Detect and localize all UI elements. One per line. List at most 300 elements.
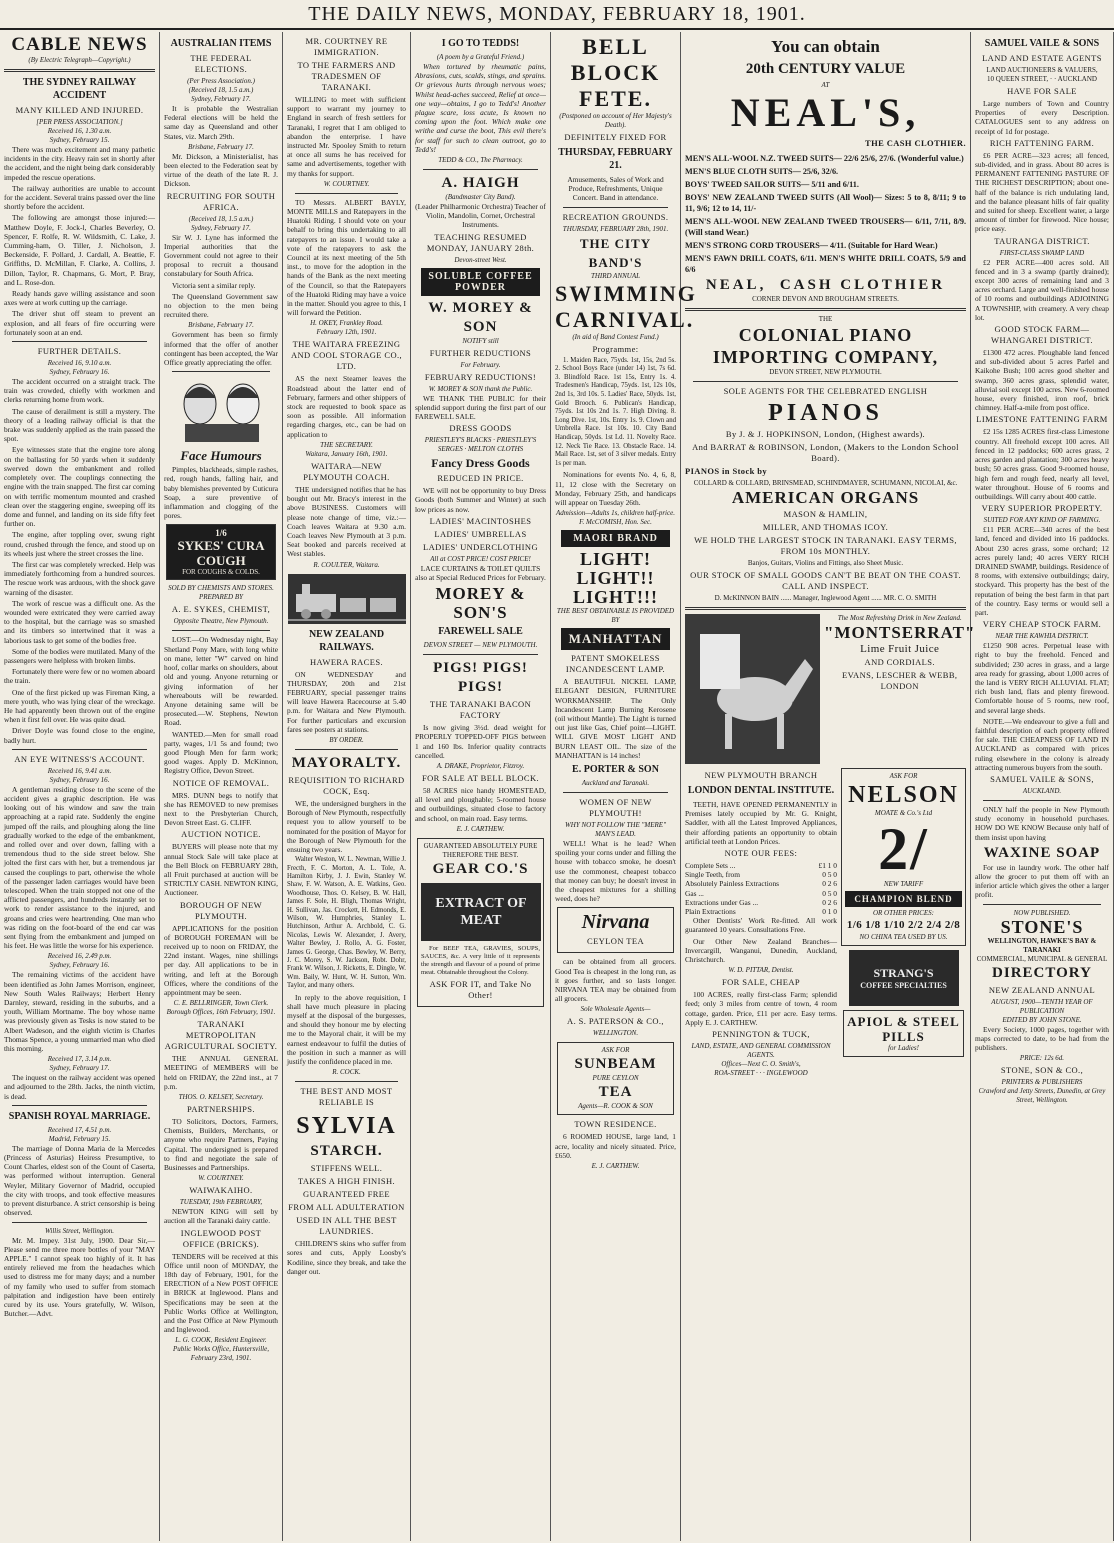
dateline: Sydney, February 17. bbox=[191, 223, 251, 232]
vaile-subtitle: LAND AND ESTATE AGENTS bbox=[982, 53, 1102, 63]
headline-removal: NOTICE OF REMOVAL. bbox=[172, 777, 270, 788]
bacon-signature: A. DRAKE, Proprietor, Fitzroy. bbox=[436, 762, 525, 771]
kawhia: NEAR THE KAWHIA DISTRICT. bbox=[995, 632, 1089, 641]
limestone-farm: LIMESTONE FATTENING FARM bbox=[976, 414, 1108, 425]
children-notice: CHILDREN'S skins who suffer from sores and cuts, Apply Loosby's Kodiline, since they break, and take the danger out. bbox=[287, 1239, 406, 1276]
subhead-eye-witness: AN EYE WITNESS'S ACCOUNT. bbox=[14, 753, 145, 764]
price: PRICE: 12s 6d. bbox=[1019, 1054, 1065, 1063]
bell-block-title: BELL BLOCK bbox=[570, 34, 661, 85]
sale-bell-block-signature: E. J. CARTHEW. bbox=[456, 824, 505, 833]
bell-date: THURSDAY, FEBRUARY 21. bbox=[558, 147, 673, 171]
article-paragraph: The first car was completely wrecked. Help was immediately forthcoming from a hundred sources. The rescue work was arduous, with the shock gave warning of the disaster. bbox=[4, 559, 155, 597]
fee-label: Extractions under Gas ... bbox=[685, 897, 759, 907]
ladies-umbrellas: LADIES' UMBRELLAS bbox=[434, 528, 527, 539]
neal-footer: NEAL, CASH CLOTHIER bbox=[705, 277, 946, 293]
teeth-paragraph: TEETH, HAVE OPENED PERMANENTLY in Premises lately occupied by Mr. G. Knight, Saddler, with all the Latest Improved Appliances, their affording patients an opportunity to obtain artificial teeth at London Prices. bbox=[685, 800, 837, 846]
evans-lescher: EVANS, LESCHER & WEBB, LONDON bbox=[842, 670, 958, 691]
mayoralty-names: Walter Weston, W. L. Newman, Willie J. Frecth, F. C. Morton, A. L. Tole, A. Hamilton Kirby, J. J. Ewin, Stanley W. Shaw, F. W. Watson, A. E. Watkins, Geo. Woodhouse, Thos. O. Kelsey, B. W. Hall, James F. Sole, H. Bligh, Thomas Wright, H. Sullivan, Jas. Crockett, H. Edmonds, E. Wilson, W. Humphries, Stanley L. Hutchinson, Arthur A. Archbold, C. G. Nicolas, Lewis W. Alexander, J. Avery, Walter Bewley, J. Rollo, A. G. Foster, James G. George, Chas. Bewley, W. Berry, J. C. Morey, S. W. Jackson, Robt. Dohr, Frank W. Wilson, J. Ricketts, E. Dingle, W. Wm. Baily, W. Hunt, W. H. Sutton, Wm. Taylor, and many others. bbox=[287, 856, 406, 990]
new-tariff: NEW TARIFF bbox=[883, 880, 924, 888]
divider bbox=[12, 341, 147, 342]
railway-train-illustration bbox=[288, 574, 406, 624]
ladies-macintoshes: LADIES' MACINTOSHES bbox=[429, 515, 532, 526]
to-farmers: TO THE FARMERS AND TRADESMEN OF TARANAKI. bbox=[297, 60, 396, 92]
fee-row bbox=[685, 870, 837, 879]
fee-amount: 0 5 0 bbox=[822, 888, 837, 898]
good-paragraph: £1300 472 acres. Ploughable land fenced and sub-divided about 5 acres Parlel and Kaikohe Bush; 100 acres good shelter and swamp, 360 acres grass, splendid water, alluvial soil except 100 acres. New 6-roomed house, every finished, iron roof, brick chimney. Half-a-mile from post office. bbox=[975, 348, 1110, 413]
kawhia-paragraph: £1250 908 acres. Perpetual lease with right to buy the freehold. Fenced and subdivided; 230 acres in grass, and a large area ready for grassing, about 1,000 acres of the land is VERY RICH ALLUVIAL FLAT; rich bush land, flats and plenty firewood. Comfortable house of 5 rooms, new roof, and several large sheds. bbox=[975, 641, 1109, 715]
vaile-auctioneers: LAND AUCTIONEERS & VALUERS, bbox=[986, 66, 1098, 74]
neal-item: MEN'S ALL-WOOL N.Z. TWEED SUITS— 22/6 25/6, 27/6. (Wonderful value.) bbox=[685, 154, 964, 163]
century-value: 20th CENTURY VALUE bbox=[745, 61, 906, 77]
admission: Admission—Adults 1s, children half-price. bbox=[556, 509, 675, 518]
stones-title: STONE'S bbox=[1000, 916, 1084, 937]
huatoki-signature: H. OKEY, Frankley Road. bbox=[310, 319, 383, 328]
divider bbox=[172, 371, 270, 372]
hopkinson: By J. & J. HOPKINSON, London, (Highest awards). bbox=[725, 429, 926, 439]
railway-notice: ON WEDNESDAY and THURSDAY, 20th and 21st FEBRUARY, special passenger trains will leave Hawera Racecourse at 5.40 p.m. for Waitara and New Plymouth. For further particulars and excursion fares see posters at stations. bbox=[287, 669, 406, 734]
dateline: Sydney, February 17. bbox=[191, 95, 251, 103]
light-1: LIGHT! bbox=[579, 549, 651, 570]
manager-line: D. McKINNON BAIN ...... Manager, Inglewood Agent ...... MR. C. O. SMITH bbox=[714, 594, 937, 602]
auction-notice: BUYERS will please note that my annual Stock Sale will take place at the Bell Block on FEBRUARY 28th, all Fruit purchased at auction will be STRICTLY CASH. NEWTON KING, Auctioneer. bbox=[164, 842, 278, 898]
sale-bell-block-notice: 58 ACRES nice handy HOMESTEAD, all level and ploughable; 5-roomed house and outbuildings, situated close to factory and school, on main road. Easy terms. bbox=[415, 786, 546, 823]
pigs-headline: PIGS! PIGS! PIGS! bbox=[433, 660, 528, 696]
poem-text: When tortured by rheumatic pains, Abrasions, cuts, scalds, stings, and sprains. Or grievous hurts through nervous woes; Whilst head-aches succeed, Relief at once—one way—obtains, I go to Tedd's! Another plague scare, loss acute, Is known no coming upon the foot. Which make one writhe and curse the boot, This evil there's for staff for such to clean outroot, go to Tedd's! bbox=[415, 62, 546, 154]
haigh-notice: (Leader Philharmonic Orchestra) Teacher of Violin, Mandolin, Cornet, Orchestral Instruments. bbox=[415, 202, 546, 230]
face-illustration bbox=[165, 376, 278, 446]
farewell-sale: FAREWELL SALE bbox=[438, 626, 523, 638]
sykes-sold: SOLD BY CHEMISTS AND STORES. bbox=[168, 584, 274, 593]
vaile-address: 10 QUEEN STREET, · · AUCKLAND bbox=[987, 75, 1097, 83]
sylvia-tagline: USED IN ALL THE BEST LAUNDRIES. bbox=[296, 1215, 397, 1237]
piano-makers: COLLARD & COLLARD, BRINSMEAD, SCHINDMAYER, SCHUMANN, NICOLAI, &c. bbox=[693, 479, 958, 487]
morey-notify: NOTIFY still bbox=[462, 336, 499, 345]
offices: Offices—Next C. O. Smith's, bbox=[721, 1060, 801, 1069]
pianos-title: PIANOS bbox=[768, 400, 883, 426]
pittar: W. D. PITTAR, Dentist. bbox=[728, 966, 794, 975]
neals-items bbox=[685, 153, 966, 275]
fee-row bbox=[685, 889, 837, 898]
fee-amount: £1 1 0 bbox=[818, 861, 837, 871]
roa-street: ROA-STREET · · · INGLEWOOD bbox=[714, 1069, 808, 1078]
sunbeam-advert bbox=[557, 1042, 674, 1115]
received-line: Received 17, 3.14 p.m. bbox=[47, 1055, 112, 1064]
divider bbox=[563, 792, 668, 793]
dateline: Brisbane, February 17. bbox=[188, 142, 254, 151]
nz-annual: NEW ZEALAND ANNUAL bbox=[988, 984, 1096, 995]
soluble-coffee-banner: SOLUBLE COFFEE POWDER bbox=[421, 268, 540, 296]
headline-spanish-marriage: SPANISH ROYAL MARRIAGE. bbox=[8, 1110, 151, 1122]
bell-block-fete: FETE. bbox=[579, 86, 652, 111]
strangs-brand: STRANG'S bbox=[873, 966, 934, 980]
dental-branches: Our Other New Zealand Branches—Invercargill, Wanganui, Dunedin, Auckland, Christchurch. bbox=[685, 936, 837, 965]
huatoki-date: February 12th, 1901. bbox=[316, 328, 377, 337]
waiwakaiho-date: TUESDAY, 19th FEBRUARY, bbox=[179, 1198, 263, 1207]
recreation-grounds: RECREATION GROUNDS. bbox=[562, 211, 669, 222]
town-residence-paragraph: 6 ROOMED HOUSE, large land, 1 acre, locality and nicely situated. Price, £650. bbox=[555, 1132, 676, 1160]
fancy-dress-goods: Fancy Dress Goods bbox=[431, 456, 530, 471]
patent-lamp: PATENT SMOKELESS INCANDESCENT LAMP. bbox=[565, 653, 666, 675]
devon-street: DEVON STREET — NEW PLYMOUTH. bbox=[423, 641, 538, 650]
maori-brand-banner: MAORI BRAND bbox=[561, 530, 670, 547]
headline-waitara-freezing: THE WAITARA FREEZING AND COOL STORAGE CO., LTD. bbox=[290, 339, 403, 372]
article-paragraph: Fortunately there were few or no women aboard the train. bbox=[4, 667, 155, 686]
dental-branch: NEW PLYMOUTH BRANCH bbox=[704, 770, 818, 780]
article-paragraph: The accident occurred on a straight track. The train was crowded, chiefly with workmen and clerks returning home from work. bbox=[4, 377, 155, 405]
borough-notice: APPLICATIONS for the position of BOROUGH FOREMAN will be received up to noon on FRIDAY, the 22nd instant. Wages, nine shillings per day. All applications to be in writing, and left at the Borough Offices, where the conditions of the appointment may be seen. bbox=[164, 923, 278, 997]
sylvia-tagline: STIFFENS WELL. bbox=[310, 1163, 383, 1174]
programme-heading: Programme: bbox=[592, 343, 639, 354]
column-australian-items bbox=[160, 32, 283, 1541]
fee-label: Single Teeth, from bbox=[685, 870, 740, 880]
face-humours-caption: Face Humours bbox=[180, 448, 262, 464]
article-paragraph: Mr. Dickson, a Ministerialist, has been elected to the Federation seat by virtue of the death of the late R. J. Dickson. bbox=[164, 151, 278, 189]
courtney-signature: W. COURTNEY. bbox=[323, 179, 370, 188]
divider bbox=[12, 749, 147, 750]
headline-coach: WAITARA—NEW PLYMOUTH COACH. bbox=[303, 460, 390, 482]
nirvana-brand: Nirvana bbox=[581, 911, 650, 934]
price-list: 1/6 1/8 1/10 2/2 2/4 2/8 bbox=[846, 919, 961, 931]
good-stock-farm: GOOD STOCK FARM—WHANGAREI DISTRICT. bbox=[991, 324, 1093, 346]
fee-row bbox=[685, 907, 837, 916]
sunbeam-ask: ASK FOR bbox=[601, 1046, 630, 1055]
divider bbox=[685, 607, 966, 610]
removal-notice: MRS. DUNN begs to notify that she has REMOVED to new premises next to the Presbyterian Church, Devon Street East. G. CLIFF. bbox=[164, 790, 278, 828]
pianos-in-stock: PIANOS in Stock by bbox=[685, 466, 768, 476]
gear-extract-text: EXTRACT OF MEAT bbox=[435, 895, 527, 928]
dateline: Madrid, February 15. bbox=[48, 1134, 111, 1143]
directory: DIRECTORY bbox=[992, 964, 1092, 981]
neal-item: MEN'S ALL-WOOL NEW ZEALAND TWEED TROUSERS— 6/11, 7/11, 8/9. (Will stand Wear.) bbox=[685, 217, 966, 237]
women-sub: WHY NOT FOLLOW THE "MERE" MAN'S LEAD. bbox=[564, 820, 667, 838]
commercial: COMMERCIAL, MUNICIPAL & GENERAL bbox=[976, 954, 1108, 963]
headline-mayoralty: MAYORALTY. bbox=[291, 754, 402, 771]
article-paragraph: There was much excitement and many pathetic incidents in the city. Heavy rain set in shortly after the accident, and the night being dark considerably impeded the rescue operations. bbox=[4, 145, 155, 182]
sykes-prepared: PREPARED BY bbox=[198, 593, 243, 602]
nelson-price: 2/ bbox=[878, 816, 929, 882]
fee-amount: 0 5 0 bbox=[822, 870, 837, 880]
note-fees: NOTE OUR FEES: bbox=[724, 848, 798, 859]
porter-address: Auckland and Taranaki. bbox=[581, 778, 650, 787]
article-paragraph: Sir W. J. Lyne has informed the Imperial authorities that the Government could not agree to their proposal to recruit a thousand constabulary for South Africa. bbox=[164, 232, 278, 279]
waitara-date: Waitara, January 16th, 1901. bbox=[305, 449, 388, 458]
column-samuel-vaile bbox=[971, 32, 1114, 1541]
waitara-notice: AS the next Steamer leaves the Roadstead about the latter end of February, farmers and other shippers of stock are requested to book space as soon as possible. All information regarding charges, etc., can be had on application to bbox=[287, 374, 406, 439]
divider bbox=[295, 193, 398, 194]
sykes-name: A. E. SYKES, CHEMIST, bbox=[171, 604, 271, 615]
fee-row bbox=[685, 861, 837, 870]
sylvia-tagline: TAKES A HIGH FINISH. bbox=[297, 1176, 396, 1187]
apiol-brand: APIOL & STEEL PILLS bbox=[847, 1014, 960, 1044]
gear-ask: ASK FOR IT, and Take No Other! bbox=[429, 978, 532, 1000]
apiol-advert bbox=[843, 1010, 964, 1057]
bell-postponed: (Postponed on account of Her Majesty's Death). bbox=[559, 112, 672, 129]
cable-news-title: CABLE NEWS bbox=[11, 34, 148, 55]
headline-i-go-to-tedds: I GO TO TEDDS! bbox=[441, 38, 520, 49]
haigh-teaching: TEACHING RESUMED MONDAY, JANUARY 28th. bbox=[426, 231, 535, 253]
article-paragraph: The remaining victims of the accident have been identified as John James Morrison, engineer, New South Wales Railways; Herbert Henry Darnley, steward, residing in the suburbs, and a youth, William Mortname. The boy whose name was previously given as Tesks is now stated to be Albert Wadeson, and the eighth victim is Charles Thomas Spence, a young unmarried man who died this morning. bbox=[4, 970, 155, 1054]
have-paragraph: Large numbers of Town and Country Properties of every Description. CATALOGUES sent to any address on receipt of 1d for postage. bbox=[975, 99, 1109, 136]
fancy-reduced: REDUCED IN PRICE. bbox=[437, 473, 524, 484]
fee-label: Absolutely Painless Extractions bbox=[685, 879, 780, 889]
grey-street: Crawford and Jetty Streets, Dunedin, at Grey Street, Wellington. bbox=[978, 1087, 1106, 1105]
wanted-notice: WANTED.—Men for small road party, wages, 1/1 5s and found; two good Plough Men for farm work; good wages. Apply D. McKinnon, Registry Office, Devon Street. bbox=[164, 729, 278, 776]
partnership-signature: W. COURTNEY. bbox=[198, 1174, 244, 1183]
article-paragraph: The cause of derailment is still a mystery. The theory of a leading railway official is that the brake was suddenly applied as the train passed the spot. bbox=[4, 406, 155, 444]
waitara-signature: THE SECRETARY. bbox=[320, 440, 373, 449]
nelson-ask: ASK FOR bbox=[889, 772, 918, 780]
inglewood-date: Public Works Office, Huntersville, February 23rd, 1901. bbox=[173, 1345, 269, 1363]
very-paragraph: £11 PER ACRE—340 acres of the best land, fenced and divided into 16 paddocks. About 230 acres grass, some orchard; 12 acres purely land; 40 acres VERY RICH DRAINED SWAMP, buildings. Residence of 8 rooms, with extensive outbuildings; dairy, stockyard. This property has the best of the reputation of being the best farm in that part of the country. Easy terms or would sell a part. bbox=[975, 525, 1109, 617]
cordials: AND CORDIALS. bbox=[864, 657, 935, 667]
city-band: THE CITY BAND'S bbox=[579, 235, 652, 270]
divider bbox=[423, 169, 538, 170]
article-paragraph: The work of rescue was a difficult one. As the wounded were extricated they were carried away to the hospital, but the carriage was so smashed and its timbers so intertwined that it was a laborious task to get some of the bodies free. bbox=[4, 598, 155, 645]
article-paragraph: The inquest on the railway accident was opened and adjourned to the 28th. Jacks, the ninth victim, is dead. bbox=[4, 1073, 155, 1101]
advert-paragraph: Mr. M. Impey. 31st July, 1900. Dear Sir,—Please send me three more bottles of your "MAY APPLE." I cannot speak too highly of it. It has entirely relieved me from the headaches which used to distress me for many days; and a number of my family who used to suffer from stomach palpitation and indigestion have been entirely cured by its use. Yours gratefully, W. Wilson, Butcher.—Advt. bbox=[4, 1235, 155, 1319]
sykes-brand: SYKES' CURA COUGH bbox=[177, 538, 265, 569]
colonial-piano: COLONIAL PIANO IMPORTING COMPANY, bbox=[712, 325, 939, 367]
sylvia-tagline: FROM ALL ADULTERATION bbox=[288, 1202, 405, 1213]
sunbeam-agents: Agents—R. COOK & SON bbox=[578, 1102, 653, 1111]
article-paragraph: Eye witnesses state that the engine tore along on the ballasting for 50 yards when it suddenly swerved down the embankment and rolled completely over. The couplings connecting the engine with the train snapped. The first car coming on with terrific momentum mounted and crashed clean over the staggering engine, sweeping off its dome and funnel, and landing on its side fifty feet further on. bbox=[4, 445, 155, 529]
column-neals-piano bbox=[681, 32, 976, 1541]
nelson-advert bbox=[841, 768, 966, 946]
lace-curtains: LACE CURTAINS & TOILET QUILTS also at Special Reduced Prices for February. bbox=[415, 563, 546, 583]
swimming-subtitle: (In aid of Band Contest Fund.) bbox=[572, 332, 659, 341]
horse-icon bbox=[685, 614, 820, 764]
bell-notice: Amusements, Sales of Work and Produce, Refreshments, Unique Concert. Band in attendance. bbox=[567, 175, 664, 203]
divider bbox=[295, 1081, 398, 1082]
light-3: LIGHT!!! bbox=[572, 587, 658, 608]
cash-clothier: THE CASH CLOTHIER. bbox=[865, 138, 966, 148]
fee-amount: 0 2 6 bbox=[822, 879, 837, 889]
divider bbox=[983, 904, 1101, 905]
sunbeam-pure: PURE CEYLON bbox=[592, 1074, 639, 1083]
subhead-killed-injured: MANY KILLED AND INJURED. bbox=[15, 105, 144, 115]
haigh-address: Devon-street West. bbox=[454, 255, 507, 264]
article-paragraph: Ready hands gave willing assistance and soon axes were at work cutting up the carriage. bbox=[4, 289, 155, 308]
subhead-federal-elections: THE FEDERAL ELECTIONS. bbox=[190, 53, 252, 74]
largest-stock: WE HOLD THE LARGEST STOCK IN TARANAKI. EASY TERMS, FROM 10s MONTHLY. bbox=[694, 535, 957, 556]
sylvia-tagline: GUARANTEED FREE bbox=[303, 1189, 390, 1200]
moate: MOATE & Co.'s Ltd bbox=[874, 809, 933, 817]
american-organs: AMERICAN ORGANS bbox=[731, 488, 920, 507]
subhead-requisition: REQUISITION TO RICHARD COCK, Esq. bbox=[288, 774, 405, 796]
dateline: Sydney, February 16. bbox=[49, 961, 110, 970]
mayoralty-reply: In reply to the above requisition, I shall have much pleasure in placing myself at the disposal of the burgesses, and should they honour me by electing me to the Mayoral chair, it will be my earnest endeavour to fulfil the duties of the position in such a manner as will justify the confidence placed in me. bbox=[287, 992, 406, 1067]
divider bbox=[12, 1105, 147, 1106]
masthead: THE DAILY NEWS, MONDAY, FEBRUARY 18, 1901. bbox=[0, 0, 1114, 30]
inglewood-signature: L. G. COOK, Resident Engineer. bbox=[175, 1336, 267, 1345]
pennington: PENNINGTON & TUCK, bbox=[712, 1029, 810, 1040]
received-line: (Received 18, 1.5 a.m.) bbox=[188, 214, 254, 223]
gear-name: GEAR CO.'S bbox=[432, 860, 529, 877]
banjos: Banjos, Guitars, Violins and Fittings, also Sheet Music. bbox=[747, 559, 904, 567]
paterson-name: A. S. PATERSON & CO., bbox=[567, 1016, 664, 1027]
nominations: Nominations for events No. 4, 6, 8, 11, 12 close with the Secretary on Monday, February 25th, and handicaps will appear on Tuesday 26th. bbox=[555, 470, 676, 507]
partnership-notice: TO Solicitors, Doctors, Farmers, Chemists, Builders, Merchants, or anyone who require Partners, Paying Capital. The undersigned is prepared to find and negotiate the sale of Businesses and Partnerships. bbox=[164, 1117, 278, 1173]
the: THE bbox=[818, 315, 833, 323]
received-line: Received 16, 9.10 a.m. bbox=[47, 359, 112, 368]
press-association: (Per Press Association.) bbox=[187, 77, 255, 85]
inglewood-notice: TENDERS will be received at this Office until noon of MONDAY, the 18th day of February, 1901, for the ERECTION of a New POST OFFICE in BRICK at Inglewood. Plans and Specifications may be seen at the Public Works Office at Wellington, and the Post Office at New Plymouth and Inglewood. bbox=[164, 1251, 278, 1335]
column-tedds-morey bbox=[411, 32, 551, 1541]
best-obtainable: THE BEST OBTAINABLE IS PROVIDED BY bbox=[556, 607, 675, 625]
sale-bell-block: FOR SALE AT BELL BLOCK. bbox=[421, 773, 540, 784]
lamp-paragraph: A BEAUTIFUL NICKEL LAMP, ELEGANT DESIGN, FURNITURE WORKMANSHIP. The Only Incandescent Lamp Burning Kerosene (oil without Mantle). The Light is turned out just like Gas, Chief point—LIGHT. WILL GIVE MOST LIGHT AND BURN LEAST OIL. The size of the MANHATTAN is 14 inches! bbox=[555, 677, 676, 760]
no-china: NO CHINA TEA USED BY US. bbox=[859, 933, 948, 941]
printers: PRINTERS & PUBLISHERS bbox=[1001, 1078, 1083, 1087]
press-association: [PER PRESS ASSOCIATION.] bbox=[36, 118, 123, 126]
suited: SUITED FOR ANY KIND OF FARMING. bbox=[983, 516, 1101, 525]
subhead-further-details: FURTHER DETAILS. bbox=[37, 346, 122, 357]
mayoralty-requisition: WE, the undersigned burghers in the Borough of New Plymouth, respectfully request you to allow yourself to be nominated for the position of Mayor for the Borough of New Plymouth for the ensuing two years. bbox=[287, 798, 406, 854]
taranaki-signature: THOS. O. KELSEY, Secretary. bbox=[178, 1093, 264, 1101]
divider bbox=[12, 1222, 147, 1223]
land-agents: LAND, ESTATE, AND GENERAL COMMISSION AGENTS. bbox=[691, 1042, 831, 1060]
received-line: (Received 18, 1.5 a.m.) bbox=[188, 86, 254, 94]
town-residence: TOWN RESIDENCE. bbox=[574, 1119, 657, 1130]
mayoralty-signature: R. COCK. bbox=[332, 1068, 361, 1077]
morey-further: FURTHER REDUCTIONS bbox=[429, 347, 532, 358]
very-cheap: VERY CHEAP STOCK FARM. bbox=[982, 619, 1102, 630]
manhattan-banner: MANHATTAN bbox=[561, 628, 670, 650]
divider bbox=[685, 308, 966, 311]
sylvia-intro: THE BEST AND MOST RELIABLE IS bbox=[300, 1086, 393, 1108]
poem-byline: (A poem by a Grateful Friend.) bbox=[436, 53, 525, 61]
fee-table bbox=[685, 861, 837, 916]
you-can-obtain: You can obtain bbox=[771, 37, 880, 56]
morey-thanks: W. MOREY & SON thank the Public. bbox=[428, 384, 533, 393]
cable-byline: (By Electric Telegraph—Copyright.) bbox=[28, 56, 131, 64]
received-line: Received 16, 2.49 p.m. bbox=[47, 952, 112, 961]
carnival-title: CARNIVAL. bbox=[555, 306, 695, 332]
borough-date: Borough Offices, 16th February, 1901. bbox=[166, 1008, 276, 1017]
montserrat-brand: "MONTSERRAT" bbox=[824, 623, 976, 642]
stone-son: STONE, SON & CO., bbox=[1000, 1065, 1084, 1076]
haigh-name: A. HAIGH bbox=[441, 175, 520, 192]
morey-name: W. MOREY & SON bbox=[428, 299, 533, 335]
swimming-title: SWIMMING bbox=[555, 280, 697, 306]
gear-paragraph: For BEEF TEA, GRAVIES, SOUPS, SAUCES, &c. A very little of it represents the strength and flavour of a pound of prime meat. Obtainable throughout the Colony. bbox=[421, 944, 540, 976]
headline-railway-accident: THE SYDNEY RAILWAY ACCIDENT bbox=[22, 77, 137, 101]
sale-cheap: FOR SALE, CHEAP bbox=[721, 977, 801, 988]
morey-list: PRIESTLEY'S BLACKS · PRIESTLEY'S SERGES · MELTON CLOTHS bbox=[424, 436, 537, 454]
article-paragraph: The marriage of Donna Maria de la Mercedes (Princess of Asturias) Heiress Presumptive, to Count Charles, eldest son of the Count of Caserta, was performed without interruption. General Weyler, Military Governor of Madrid, occupied the city with troops, and took effective measures to prevent disturbance. A strict censorship is being observed. bbox=[4, 1143, 155, 1218]
divider bbox=[172, 630, 270, 631]
neal-item: MEN'S BLUE CLOTH SUITS— 25/6, 32/6. bbox=[685, 167, 839, 176]
sole-agents: SOLE AGENTS FOR THE CELEBRATED ENGLISH bbox=[723, 386, 928, 396]
received-line: Received 16, 9.41 a.m. bbox=[47, 766, 112, 775]
neals-brand: NEAL'S, bbox=[730, 90, 921, 135]
column-cable-news bbox=[0, 32, 160, 1541]
advert-paragraph: Pimples, blackheads, simple rashes, red, rough hands, falling hair, and baby blemishes prevented by Cuticura Soap, a sure preventive of inflammation and clogging of the pores. bbox=[164, 465, 278, 521]
waxine-intro: ONLY half the people in New Plymouth study economy in household purchases. HOW DO WE KNOW Because only half of them insist upon having bbox=[975, 804, 1109, 842]
dateline: Sydney, February 16. bbox=[49, 368, 110, 377]
fee-amount: 0 2 6 bbox=[822, 897, 837, 907]
divider bbox=[563, 207, 668, 208]
courtney-notice: WILLING to meet with sufficient support to warrant my journey to England in search of fresh settlers for Taranaki, I regret that I am obliged to abandon the enterprise. I have instructed Mr. Spooley Smith to return at once all sums he has received for same and advertisements, together with my thanks for support. bbox=[287, 95, 406, 178]
dental-institute: LONDON DENTAL INSTITUTE. bbox=[687, 785, 835, 796]
article-paragraph: Government has been so firmly informed that the offer of another contingent has been accepted, the War Office greatly appreciating the offer. bbox=[164, 330, 278, 368]
bell-definitely: DEFINITELY FIXED FOR bbox=[564, 132, 667, 142]
article-paragraph: Victoria sent a similar reply. bbox=[172, 280, 256, 290]
sunbeam-tea: TEA bbox=[598, 1084, 633, 1101]
dateline: Sydney, February 15. bbox=[49, 136, 110, 144]
fee-label: Plain Extractions bbox=[685, 907, 736, 917]
gear-extract-banner bbox=[421, 883, 541, 941]
divider bbox=[4, 69, 155, 72]
haigh-bandmaster: (Bandmaster City Band). bbox=[445, 193, 516, 202]
neal-item: BOYS' TWEED SAILOR SUITS— 5/11 and 6/11. bbox=[685, 180, 859, 189]
lime-juice: Lime Fruit Juice bbox=[860, 643, 940, 655]
porter-name: E. PORTER & SON bbox=[572, 763, 659, 775]
headline-waiwakaiho: WAIWAKAIHO. bbox=[189, 1185, 253, 1196]
waxine-soap: WAXINE SOAP bbox=[983, 844, 1101, 861]
divider bbox=[693, 381, 958, 382]
morey-sons-big: MOREY & SON'S bbox=[435, 584, 526, 623]
town-signature: E. J. CARTHEW. bbox=[591, 1162, 640, 1171]
recreation-date: THURSDAY, FEBRUARY 28th, 1901. bbox=[562, 224, 669, 233]
divider bbox=[983, 800, 1101, 801]
apiol-for: for Ladies! bbox=[888, 1044, 919, 1052]
received-line: Received 17, 4.51 p.m. bbox=[47, 1125, 112, 1134]
article-paragraph: The railway authorities are unable to account for the accident. Several trains passed over the line shortly before the accident. bbox=[4, 183, 155, 212]
headline-inglewood-post-office: INGLEWOOD POST OFFICE (BRICKS). bbox=[180, 1227, 262, 1249]
neal-item: BOYS' NEW ZEALAND TWEED SUITS (All Wool)— Sizes: 5 to 8, 8/11; 9 to 11, 9/6; 12 to 14, 11/- bbox=[685, 193, 966, 213]
sale-cheap-paragraph: 100 ACRES, really first-class Farm; splendid feed; only 3 miles from centre of town, 4 room cottage, garden. Price, £11 per acre. Easy terms. Apply E. J. CARTHEW. bbox=[685, 990, 837, 1027]
tedd-signature: TEDD & CO., The Pharmacy. bbox=[438, 156, 523, 165]
fee-label: Gas ... bbox=[685, 888, 704, 898]
august: AUGUST, 1900—TENTH YEAR OF PUBLICATION bbox=[991, 997, 1093, 1015]
bacon-notice: Is now giving 3½d. dead weight for PROPERLY TOPPED-OFF PIGS between 1 and 160 lbs. Inferior quality contracts cancelled. bbox=[415, 723, 546, 760]
column-courtney-mayoralty bbox=[283, 32, 411, 1541]
other-prices: OR OTHER PRICES: bbox=[872, 909, 935, 917]
sykes-tag: FOR COUGHS & COLDS. bbox=[182, 568, 260, 577]
divider bbox=[295, 749, 398, 750]
very-superior: VERY SUPERIOR PROPERTY. bbox=[981, 503, 1103, 514]
vaile-city: AUCKLAND. bbox=[1022, 786, 1062, 795]
gear-extract-advert bbox=[417, 838, 544, 1007]
edited: EDITED BY JOHN STONE. bbox=[1002, 1015, 1082, 1024]
have-for-sale: HAVE FOR SALE bbox=[1007, 86, 1077, 96]
champion-blend: CHAMPION BLEND bbox=[845, 891, 962, 907]
gear-guaranteed: GUARANTEED ABSOLUTELY PURE THEREFORE THE BEST. bbox=[423, 841, 538, 859]
article-paragraph: The following are amongst those injured:—Matthew Doyle, F. Jock-l, Charles Beverley, O. Spencer, F. Rolfe, R. W. Wildsmith, C. Lake, J. Cumming-ham, O. Tiller, J. Nicholson, J. Beckenside, F. Pollard, J. Cardall, A. Beattie, F. Griffiths, D. McMillan, F. Clarke, A. Collins, J. Dillon, Taylor, R. Chapmans, G. Mort, P. Bray, and L. Rose-don. bbox=[4, 213, 155, 287]
every-paragraph: Every Society, 1000 pages, together with maps corrected to date, to be had from the publishers. bbox=[975, 1024, 1109, 1053]
cost-price: All at COST PRICE! COST PRICE! bbox=[430, 554, 531, 563]
huatoki-notice: TO Messrs. ALBERT BAYLY, MONTE MILLS and Ratepayers in the Huatoki Riding. I should vote on your behalf to bring this undertaking to all ratepayers to an issue. I would take a vote of the ratepayers to ask the Council at its next meeting of the 5th inst., to move for the adoption in the hands of the Bank as the next meeting of the Council, so that the Ratepayers of the Huatoki Riding may have a voice in the matter. Should you agree to this, I will forward the Petition. bbox=[287, 197, 406, 318]
taranaki-notice: THE ANNUAL GENERAL MEETING of MEMBERS will be held on FRIDAY, the 22nd inst., at 7 p.m. bbox=[164, 1054, 278, 1091]
third-annual: THIRD ANNUAL bbox=[590, 271, 641, 280]
coach-signature: R. COULTER, Waitara. bbox=[313, 560, 380, 569]
waxine-paragraph: For use in laundry work. The other half allow the grocer to put them off with an inferior article which gives the other a larger profit. bbox=[975, 862, 1109, 900]
women-paragraph: WELL! What is he lead? When spoiling your corns under and filling the house with tobacco smoke, he doesn't use the commonest, cheapest tobacco that money can buy; he doesn't invest in the cheapest mixtures for a shilling weed, does he? bbox=[555, 838, 676, 904]
limestone-paragraph: £2 15s 1285 ACRES first-class Limestone country. All freehold except 100 acres. All fenced in 12 paddocks; 600 acres grass, 2 acres garden and plantation; 300 acres heavy bush; 50 acres grass. Good 9-roomed house, high fern and rough feed, nearly all level, water throughout. House of 6 rooms and outbuildings. Will carry about 400 cattle. bbox=[975, 427, 1109, 501]
now-published: NOW PUBLISHED. bbox=[1013, 908, 1071, 917]
waiwakaiho-notice: NEWTON KING will sell by auction all the Taranaki dairy cattle. bbox=[164, 1207, 278, 1226]
dateline: Sydney, February 17. bbox=[49, 1064, 110, 1073]
montserrat-illustration bbox=[685, 614, 820, 764]
dateline: Sydney, February 16. bbox=[49, 775, 110, 784]
bacon-factory: THE TARANAKI BACON FACTORY bbox=[429, 699, 532, 721]
coach-notice: THE undersigned notifies that he has bought out Mr. Bracy's interest in the above BUSINESS. Customers will please note change of time, viz.:—Coach leaves Waitara at 9.30 a.m. Coach leaves New Plymouth at 3 p.m. Seat booked and parcels received at West stables. bbox=[287, 484, 406, 559]
light-2: LIGHT!! bbox=[576, 568, 655, 589]
wholesale-agents: Sole Wholesale Agents— bbox=[580, 1005, 651, 1014]
morey-paragraph: WE THANK THE PUBLIC for their splendid support during the first part of our FAREWELL SALE. bbox=[415, 393, 546, 422]
divider bbox=[423, 654, 538, 655]
